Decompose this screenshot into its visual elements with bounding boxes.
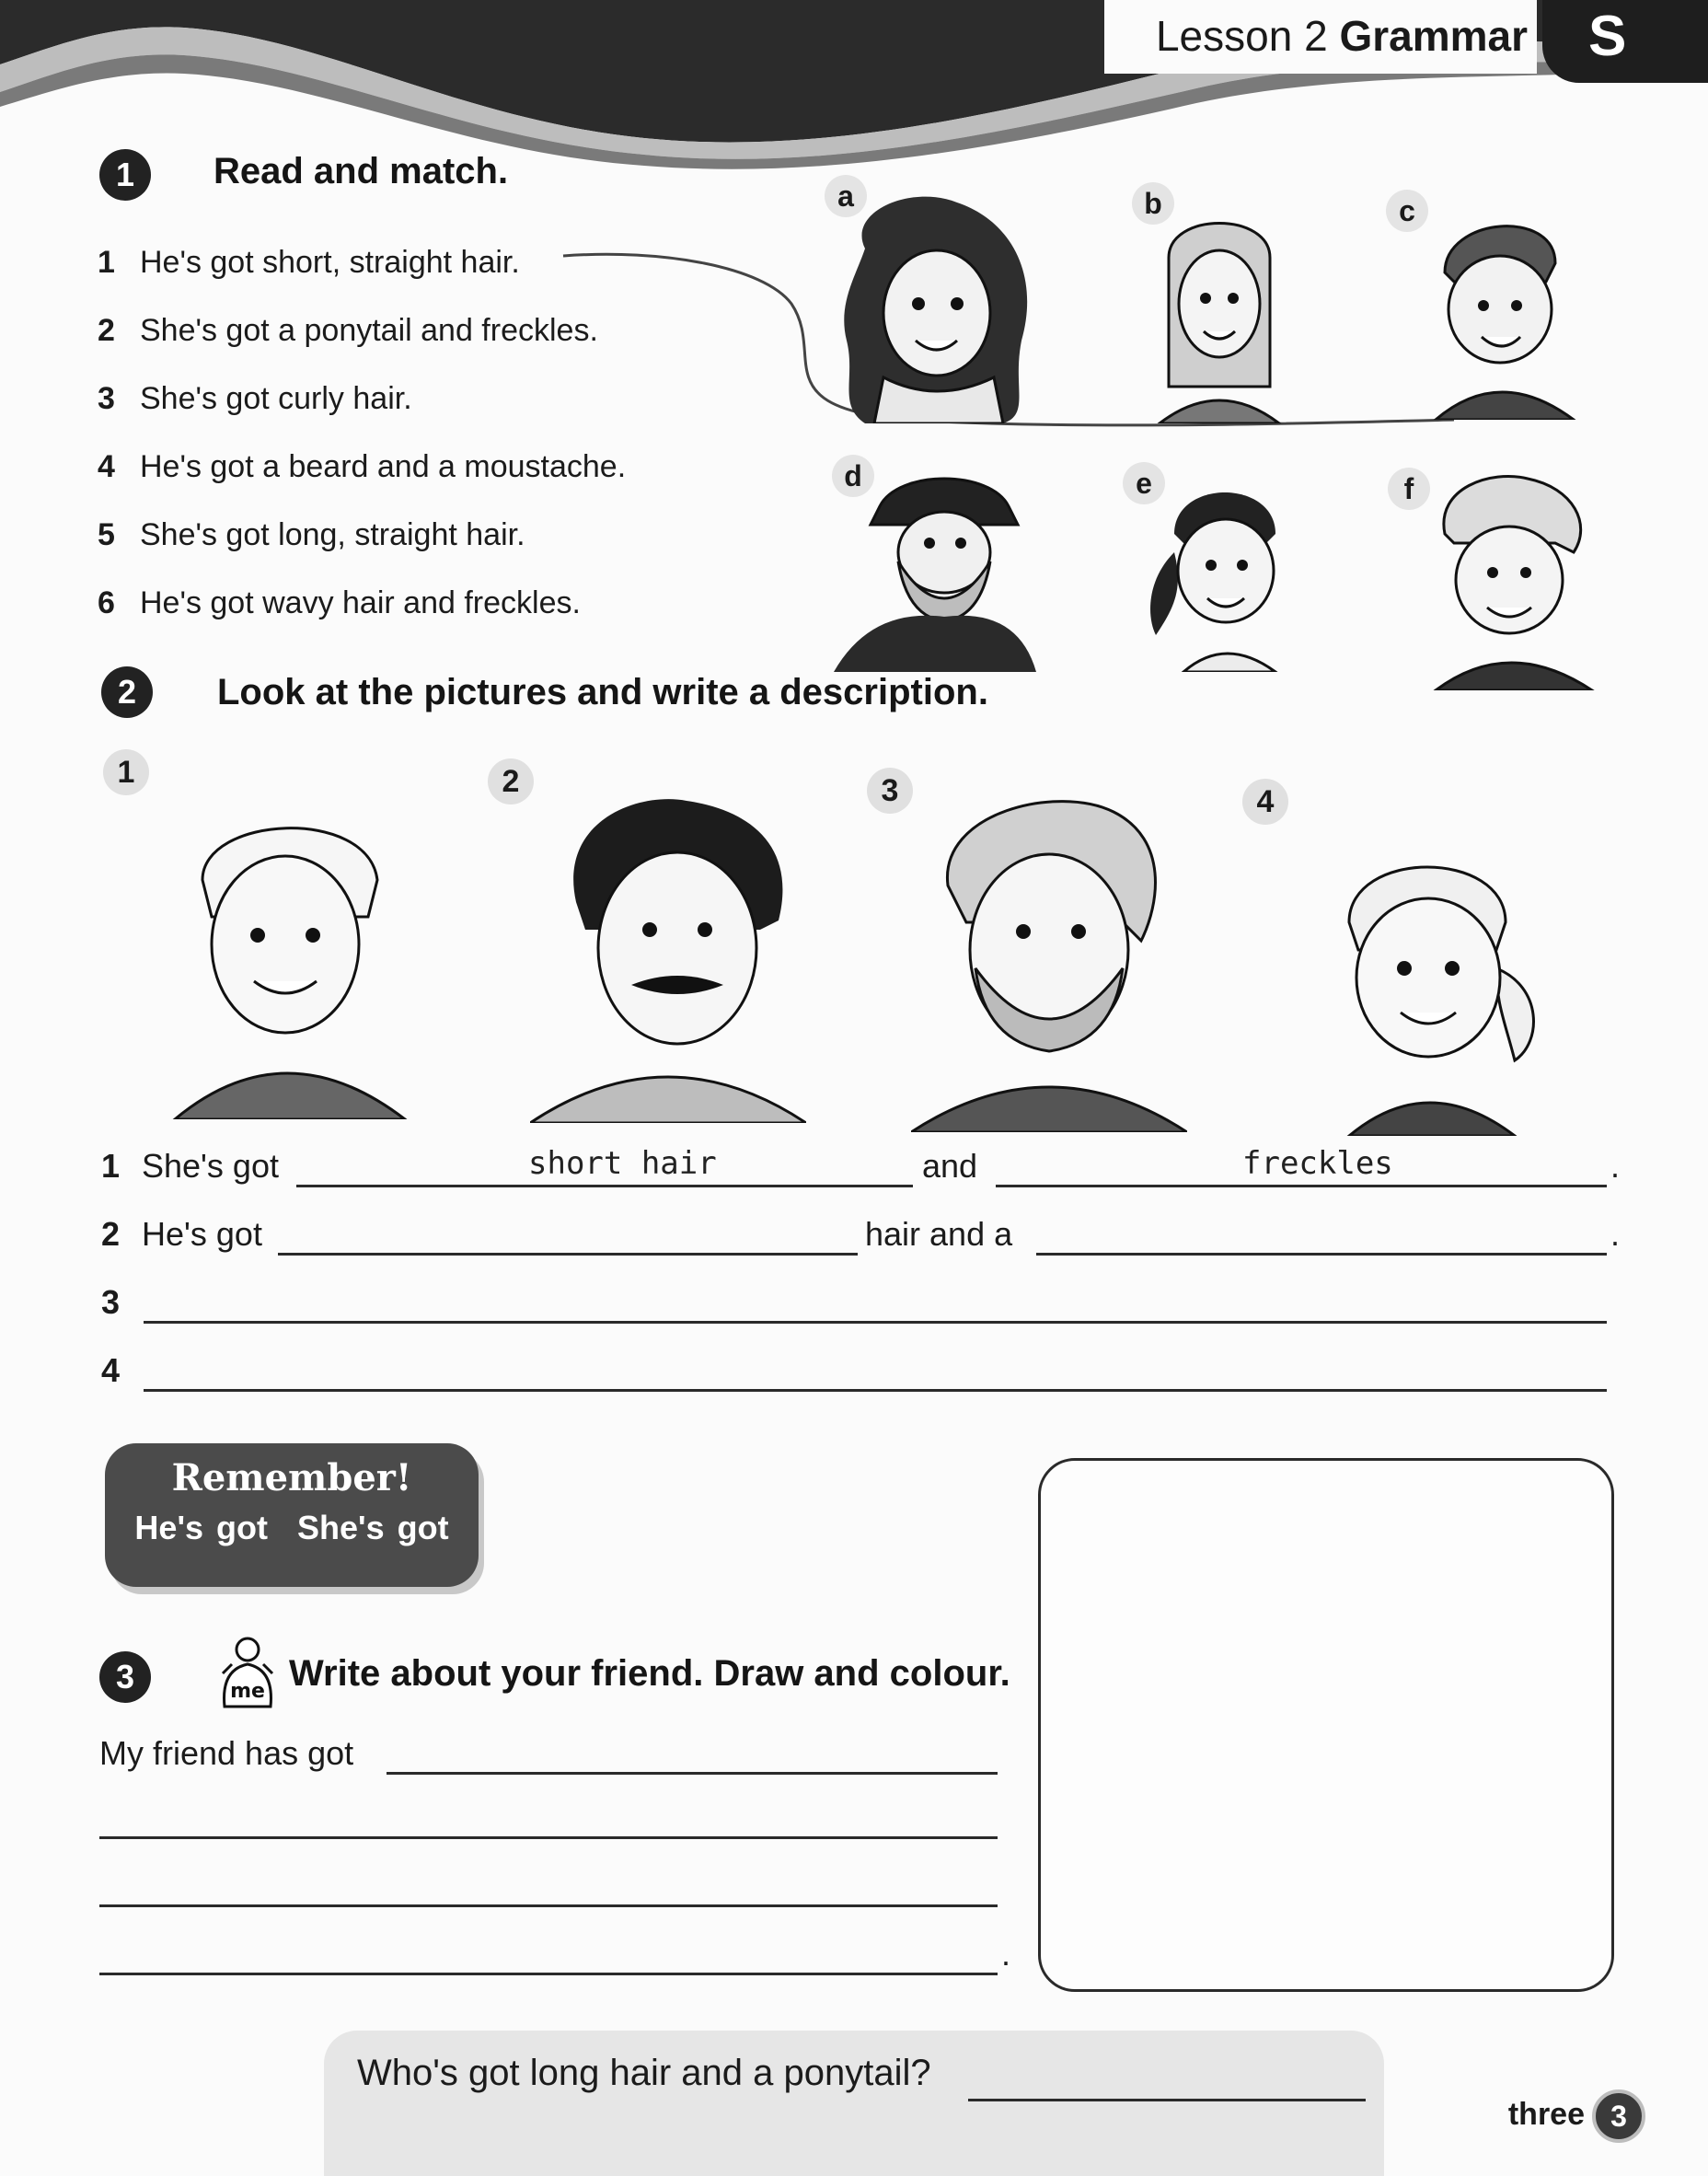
page-word: three: [1507, 2097, 1585, 2132]
girl-curly-hair-portrait: [828, 193, 1040, 423]
row3-blank[interactable]: [144, 1321, 1607, 1324]
row4-blank[interactable]: [144, 1389, 1607, 1392]
svg-text:me: me: [230, 1680, 265, 1703]
remember-box: [105, 1443, 479, 1587]
match-sentence-1: 1 He's got short, straight hair.: [98, 244, 520, 280]
man-curly-hair-moustache-portrait: [530, 792, 806, 1123]
row-number-4: 4: [101, 1351, 121, 1389]
picture-letter-a: a: [825, 175, 867, 217]
row1-blank-1[interactable]: [296, 1185, 913, 1187]
boy-short-straight-hair-portrait: [1417, 208, 1583, 420]
question-box: [324, 2031, 1384, 2176]
remember-forms: He's got She's got: [134, 1509, 449, 1546]
boy-wavy-hair-freckles-portrait: [1417, 469, 1601, 690]
friend-blank-2[interactable]: [99, 1836, 998, 1839]
friend-blank-3[interactable]: [99, 1904, 998, 1907]
description-row-2: [101, 1206, 1621, 1261]
description-row-3: [101, 1274, 1610, 1329]
picture-number-3: 3: [867, 768, 913, 814]
lesson-title: Lesson 2 Grammar: [1155, 12, 1528, 60]
picture-letter-b: b: [1132, 182, 1174, 225]
woman-short-hair-portrait: [166, 797, 414, 1119]
picture-letter-d: d: [832, 455, 874, 497]
row2-start-text: He's got: [142, 1215, 262, 1253]
row1-start-text: She's got: [142, 1147, 279, 1185]
match-sentence-2: 2 She's got a ponytail and freckles.: [98, 312, 598, 348]
picture-number-1: 1: [103, 749, 149, 795]
match-sentence-6: 6 He's got wavy hair and freckles.: [98, 585, 581, 620]
question-text: Who's got long hair and a ponytail?: [357, 2053, 931, 2093]
friend-end-text: .: [1001, 1935, 1011, 1973]
friend-blank-4[interactable]: [99, 1973, 998, 1975]
match-sentence-4: 4 He's got a beard and a moustache.: [98, 448, 627, 484]
exercise2-title: Look at the pictures and write a description.: [217, 672, 988, 712]
row-number-3: 3: [101, 1283, 121, 1321]
picture-letter-e: e: [1123, 462, 1165, 504]
girl-ponytail-freckles-portrait: [1137, 469, 1312, 672]
row-number-2: 2: [101, 1215, 121, 1253]
picture-letter-f: f: [1388, 468, 1430, 510]
picture-number-2: 2: [488, 758, 534, 804]
friend-blank-1[interactable]: [387, 1772, 998, 1775]
picture-letter-c: c: [1386, 190, 1428, 232]
page-number: 3: [1592, 2089, 1645, 2143]
exercise1-number: 1: [99, 149, 151, 201]
friend-start-text: My friend has got: [99, 1734, 354, 1772]
section-tab: S: [1542, 0, 1708, 83]
row-number-1: 1: [101, 1147, 121, 1185]
match-sentence-5: 5 She's got long, straight hair.: [98, 516, 525, 552]
exercise3-title: Write about your friend. Draw and colour.: [289, 1653, 1010, 1694]
remember-title: Remember!: [171, 1456, 412, 1499]
row1-answer-2: freckles: [1242, 1145, 1393, 1182]
drawing-box[interactable]: [1038, 1458, 1614, 1992]
description-row-4: [101, 1342, 1610, 1397]
row2-mid-text: hair and a: [865, 1215, 1013, 1253]
exercise1-title: Read and match.: [214, 151, 509, 191]
match-sentence-3: 3 She's got curly hair.: [98, 380, 412, 416]
row2-blank-2[interactable]: [1036, 1253, 1607, 1256]
sailor-beard-portrait: [834, 460, 1045, 672]
row1-mid-text: and: [922, 1147, 978, 1185]
row2-end-text: .: [1610, 1215, 1621, 1253]
friend-row-4: [99, 1929, 1020, 1981]
row1-answer-1: short hair: [528, 1145, 717, 1182]
friend-row-1: [99, 1729, 1001, 1780]
exercise2-number: 2: [101, 666, 153, 718]
friend-row-3: [99, 1861, 1001, 1913]
girl-ponytail-portrait: [1321, 839, 1542, 1136]
exercise3-number: 3: [99, 1651, 151, 1703]
me-person-icon: [215, 1637, 280, 1710]
man-wavy-hair-beard-portrait: [911, 793, 1187, 1132]
row1-blank-2[interactable]: [996, 1185, 1607, 1187]
row2-blank-1[interactable]: [278, 1253, 858, 1256]
picture-number-4: 4: [1242, 779, 1288, 825]
question-answer-blank[interactable]: [968, 2099, 1366, 2101]
description-row-1: [101, 1138, 1621, 1193]
friend-row-2: [99, 1793, 1001, 1845]
girl-long-straight-hair-portrait: [1150, 203, 1288, 423]
row1-end-text: .: [1610, 1147, 1621, 1185]
